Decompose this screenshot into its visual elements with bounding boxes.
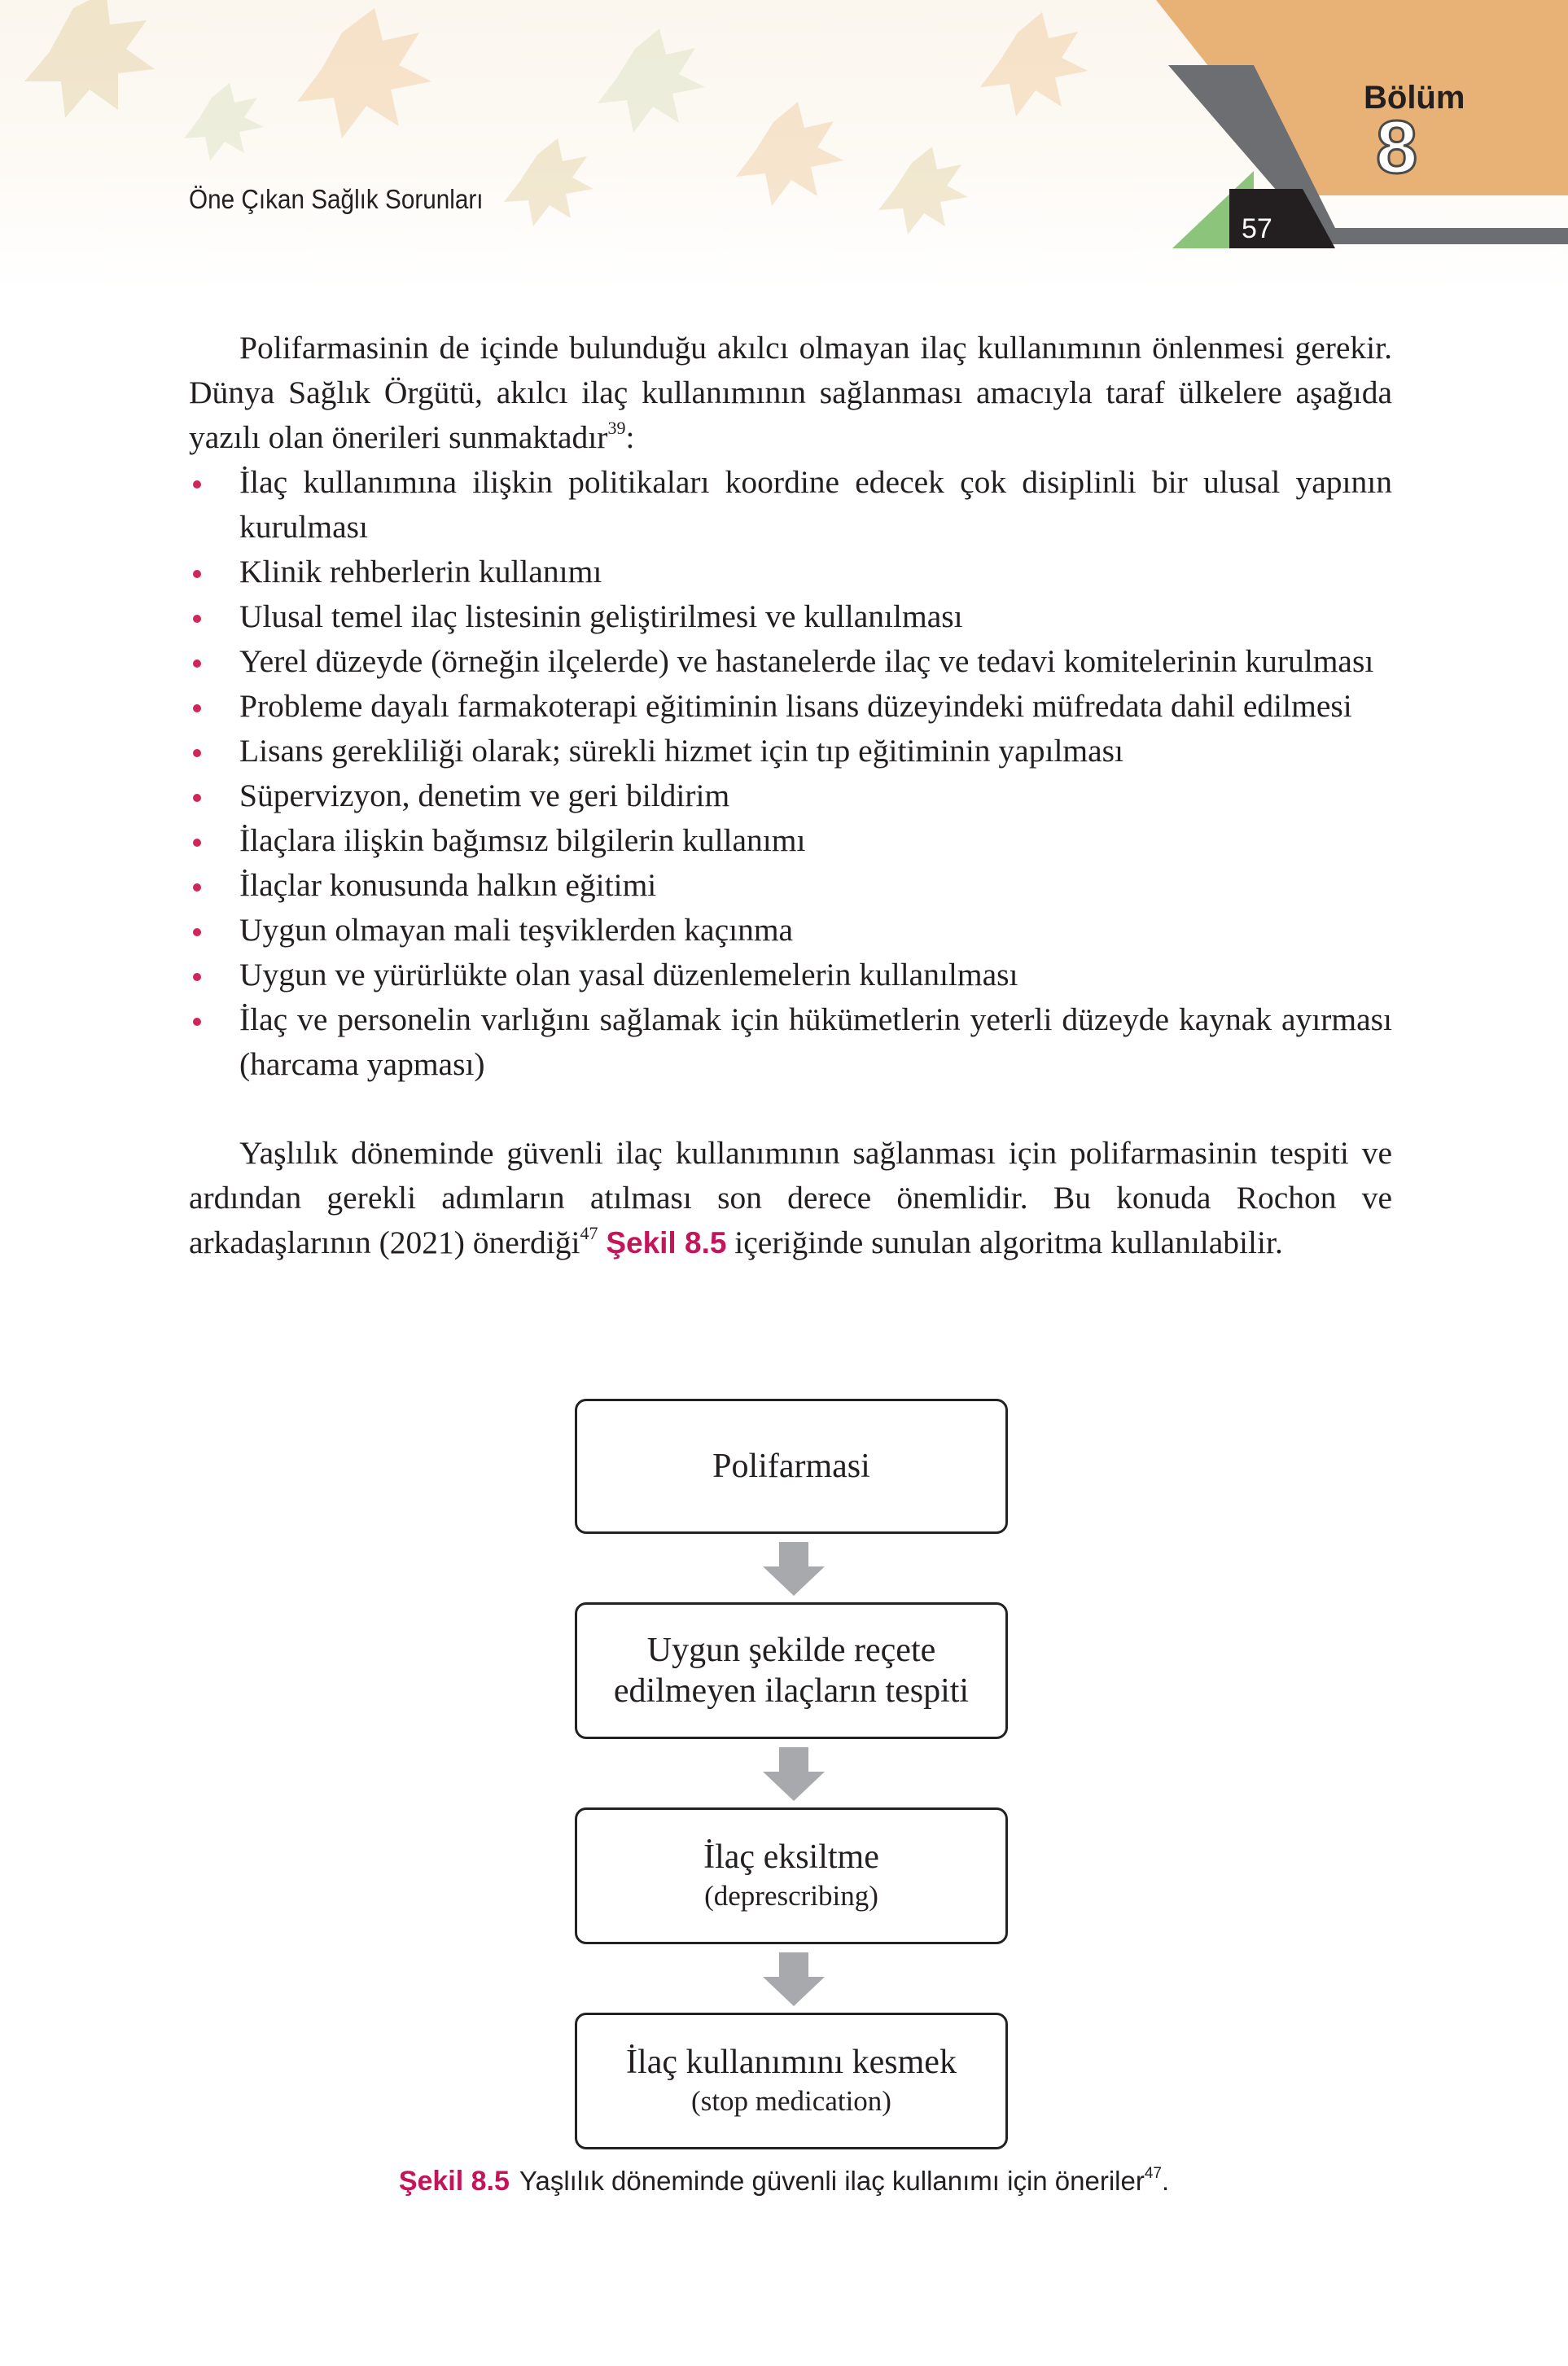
chapter-number: 8 — [1376, 106, 1418, 189]
page-number: 57 — [1242, 213, 1272, 244]
flowchart-step-title: İlaç kullanımını kesmek — [626, 2044, 957, 2081]
caption-tail: . — [1162, 2166, 1170, 2196]
reference-superscript: 47 — [1144, 2165, 1162, 2182]
list-item: İlaç kullanımına ilişkin politikaları koordine edecek çok disiplinli bir ulusal yapının kurulması — [189, 460, 1392, 550]
chapter-tab-decoration — [0, 0, 1568, 261]
list-item: İlaçlar konusunda halkın eğitimi — [189, 863, 1392, 908]
list-item: Yerel düzeyde (örneğin ilçelerde) ve hastanelerde ilaç ve tedavi komitelerinin kurulması — [189, 639, 1392, 684]
list-item: Ulusal temel ilaç listesinin geliştirilmesi ve kullanılması — [189, 594, 1392, 639]
flowchart-box-stop-medication — [575, 2013, 1008, 2149]
down-arrow-icon — [763, 1747, 825, 1801]
list-item: Klinik rehberlerin kullanımı — [189, 550, 1392, 594]
paragraph-text: içeriğinde sunulan algoritma kullanılabilir. — [734, 1225, 1283, 1260]
figure-reference-link[interactable]: Şekil 8.5 — [606, 1226, 727, 1260]
algorithm-paragraph — [189, 1131, 1392, 1265]
chapter-label: Bölüm — [1364, 80, 1465, 116]
list-item: İlaç ve personelin varlığını sağlamak için hükümetlerin yeterli düzeyde kaynak ayırması (harcama yapması) — [189, 997, 1392, 1087]
flowchart-step-title: Uygun şekilde reçete edilmeyen ilaçların tespiti — [613, 1632, 970, 1710]
list-item: İlaçlara ilişkin bağımsız bilgilerin kullanımı — [189, 818, 1392, 863]
intro-text: Polifarmasinin de içinde bulunduğu akılcı olmayan ilaç kullanımının önlenmesi gerekir. Dünya Sağlık Örgütü, akılcı ilaç kullanımının sağlanması amacıyla taraf ülkelere aşağıda yazılı olan önerileri sunmaktadır — [189, 330, 1392, 455]
figure-label: Şekil 8.5 — [398, 2166, 510, 2197]
recommendation-list — [189, 460, 1392, 1087]
flowchart-box-deprescribing — [575, 1807, 1008, 1944]
list-item: Lisans gerekliliği olarak; sürekli hizmet için tıp eğitiminin yapılması — [189, 729, 1392, 773]
intro-paragraph — [189, 326, 1392, 460]
flowchart-step-subtitle: (deprescribing) — [704, 1880, 878, 1912]
list-item: Uygun olmayan mali teşviklerden kaçınma — [189, 908, 1392, 953]
down-arrow-icon — [763, 1952, 825, 2006]
flowchart-box-polypharmacy — [575, 1399, 1008, 1534]
list-item: Probleme dayalı farmakoterapi eğitiminin lisans düzeyindeki müfredata dahil edilmesi — [189, 684, 1392, 729]
flowchart-step-title: Polifarmasi — [712, 1448, 870, 1485]
running-title: Öne Çıkan Sağlık Sorunları — [189, 184, 484, 214]
list-item: Uygun ve yürürlükte olan yasal düzenlemelerin kullanılması — [189, 953, 1392, 997]
reference-superscript: 39 — [607, 418, 626, 438]
figure-caption — [0, 2166, 1568, 2197]
caption-text: Yaşlılık döneminde güvenli ilaç kullanımı için öneriler — [519, 2166, 1145, 2196]
flowchart-step-subtitle: (stop medication) — [691, 2085, 891, 2117]
body-text — [189, 326, 1392, 1265]
down-arrow-icon — [763, 1542, 825, 1596]
flowchart-box-identification — [575, 1602, 1008, 1739]
intro-tail: : — [625, 419, 635, 455]
reference-superscript: 47 — [580, 1223, 598, 1243]
flowchart-step-title: İlaç eksiltme — [703, 1838, 879, 1876]
list-item: Süpervizyon, denetim ve geri bildirim — [189, 773, 1392, 818]
paragraph-text: Yaşlılık döneminde güvenli ilaç kullanımının sağlanması için polifarmasinin tespiti ve ardından gerekli adımların atılması son derece önemlidir. Bu konuda Rochon ve arkadaşlarının (2021) önerdiği — [189, 1135, 1392, 1260]
